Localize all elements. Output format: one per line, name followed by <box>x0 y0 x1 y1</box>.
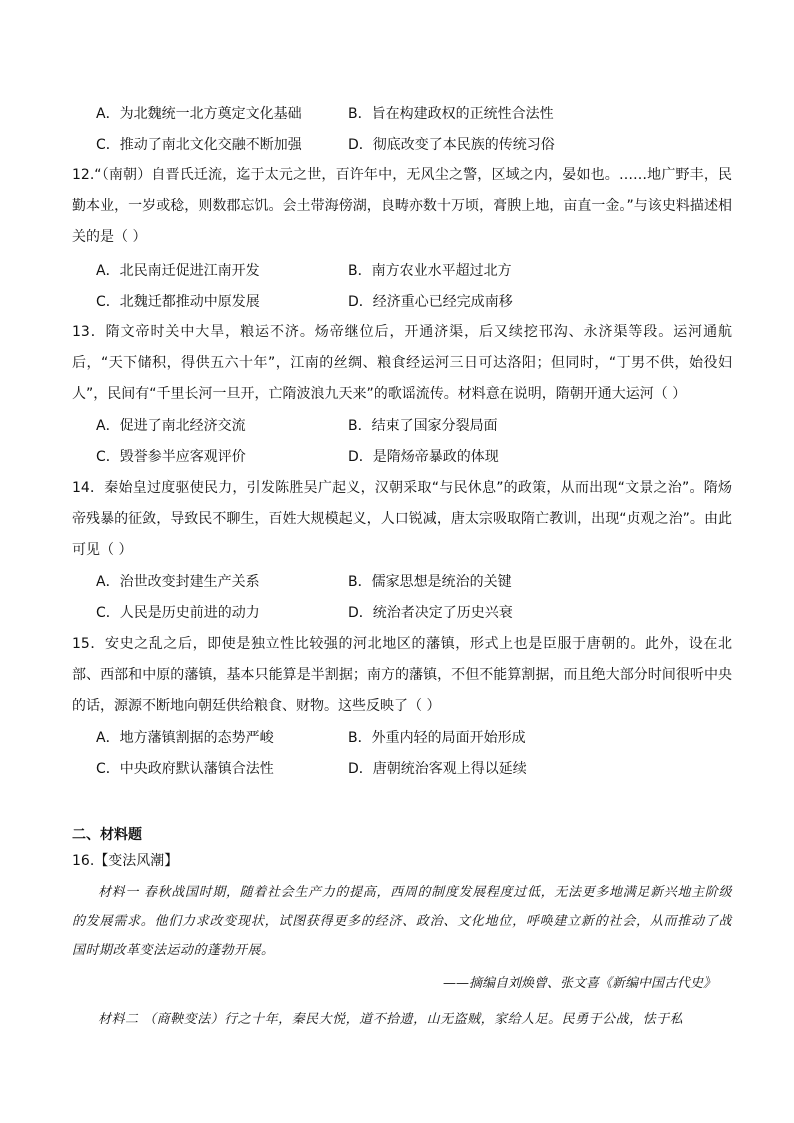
q15-stem: 15．安史之乱之后，即使是独立性比较强的河北地区的藩镇，形式上也是臣服于唐朝的。此外，设在北部、西部和中原的藩镇，基本只能算是半割据；南方的藩镇，不但不能算割据，而且绝大部分时间很听中央的话，源源不断地向朝廷供给粮食、财物。这些反映了（ ） <box>72 636 732 714</box>
q13-option-d: D．是隋炀帝暴政的体现 <box>348 449 499 465</box>
q15-option-b: B．外重内轻的局面开始形成 <box>348 730 526 746</box>
q14-option-a: A．治世改变封建生产关系 <box>96 574 260 590</box>
q11-option-b: B．旨在构建政权的正统性合法性 <box>348 106 554 122</box>
material-one-source: ——摘编自刘焕曾、张文喜《新编中国古代史》 <box>442 976 716 991</box>
material-two: 材料二 （商鞅变法）行之十年，秦民大悦，道不拾遗，山无盗贼，家给人足。民勇于公战，怯于私 <box>98 1012 684 1027</box>
q14-option-d: D．统治者决定了历史兴衰 <box>348 605 513 621</box>
q11-option-c: C．推动了南北文化交融不断加强 <box>96 137 302 153</box>
q11-option-a: A．为北魏统一北方奠定文化基础 <box>96 106 302 122</box>
q15-option-c: C．中央政府默认藩镇合法性 <box>96 761 274 777</box>
q12-option-c: C．北魏迁都推动中原发展 <box>96 294 260 310</box>
q16-title: 16.【变法风潮】 <box>72 853 179 869</box>
q12-option-a: A．北民南迁促进江南开发 <box>96 263 260 279</box>
q12-stem: 12.“（南朝）自晋氏迁流，迄于太元之世，百许年中，无风尘之警，区域之内，晏如也。……地广野丰，民勤本业，一岁或稔，则数郡忘饥。会土带海傍湖，良畴亦数十万顷，膏腴上地，亩直一金。”与该史料描述相关的是（ ） <box>72 167 732 245</box>
q12-option-d: D．经济重心已经完成南移 <box>348 294 513 310</box>
q15-option-a: A．地方藩镇割据的态势严峻 <box>96 730 274 746</box>
material-one: 材料一 春秋战国时期，随着社会生产力的提高，西周的制度发展程度过低，无法更多地满足新兴地主阶级的发展需求。他们力求改变现状，试图获得更多的经济、政治、文化地位，呼唤建立新的社会，从而推动了战国时期改革变法运动的蓬勃开展。 <box>72 885 732 958</box>
q15-option-d: D．唐朝统治客观上得以延续 <box>348 761 527 777</box>
q13-option-b: B．结束了国家分裂局面 <box>348 418 498 434</box>
q13-stem: 13．隋文帝时关中大旱，粮运不济。炀帝继位后，开通济渠，后又续挖邗沟、永济渠等段。运河通航后，“天下储积，得供五六十年”，江南的丝绸、粮食经运河三日可达洛阳；但同时，“丁男不供，始役妇人”，民间有“千里长河一旦开，亡隋波浪九天来”的歌谣流传。材料意在说明，隋朝开通大运河（ ） <box>72 324 732 402</box>
q13-option-c: C．毁誉参半应客观评价 <box>96 449 246 465</box>
q12-option-b: B．南方农业水平超过北方 <box>348 263 512 279</box>
q14-option-c: C．人民是历史前进的动力 <box>96 605 260 621</box>
section-title: 二、材料题 <box>72 827 142 843</box>
q14-option-b: B．儒家思想是统治的关键 <box>348 574 512 590</box>
q11-option-d: D．彻底改变了本民族的传统习俗 <box>348 137 555 153</box>
q14-stem: 14．秦始皇过度驱使民力，引发陈胜吴广起义，汉朝采取“与民休息”的政策，从而出现“文景之治”。隋炀帝残暴的征敛，导致民不聊生，百姓大规模起义，人口锐减，唐太宗吸取隋亡教训，出现“贞观之治”。由此可见（ ） <box>72 480 732 558</box>
q13-option-a: A．促进了南北经济交流 <box>96 418 246 434</box>
